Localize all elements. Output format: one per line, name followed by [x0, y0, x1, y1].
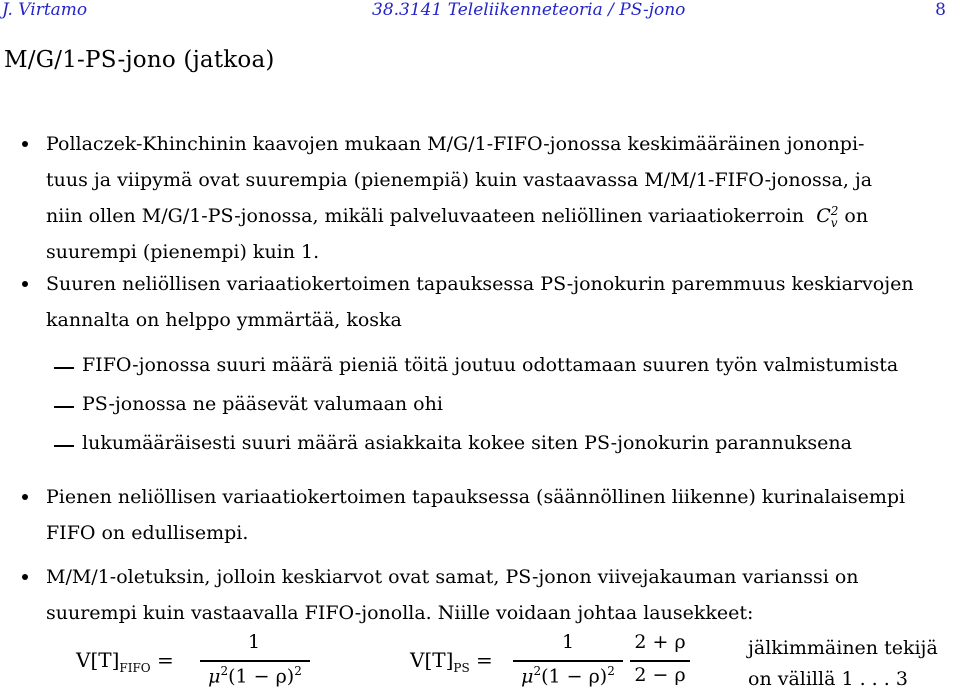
bullet-4-text: [46, 559, 946, 631]
fifo-fraction-bar: [200, 660, 310, 662]
bullet-1-line-4: suurempi (pienempi) kuin 1.: [46, 241, 320, 263]
fifo-denominator: [198, 664, 312, 687]
bullet-1-line-3: [46, 198, 946, 234]
subitem-3: lukumääräisesti suuri määrä asiakkaita kokee siten PS-jonokurin parannuksena: [82, 432, 852, 454]
bullet-icon: [22, 141, 28, 147]
ps-equals: =: [476, 648, 493, 672]
bullet-2-line-1: Suuren neliöllisen variaatiokertoimen tapauksessa PS-jonokurin paremmuus keskiarvojen: [46, 273, 914, 295]
fifo-equals: =: [156, 648, 174, 672]
bullet-4-line-2: suurempi kuin vastaavalla FIFO-jonolla. Niille voidaan johtaa lausekkeet:: [46, 602, 754, 624]
rho-exponent: 2: [294, 664, 302, 678]
bullet-4-line-1: M/M/1-oletuksin, jolloin keskiarvot ovat samat, PS-jonon viivejakauman varianssi on: [46, 566, 859, 588]
bullet-icon: [22, 574, 28, 580]
rho-exponent: 2: [607, 664, 615, 678]
cv-sub: v: [830, 216, 838, 230]
cv-symbol: C: [816, 205, 831, 227]
header-page-number: 8: [935, 0, 946, 20]
one-minus-rho: (1 − ρ): [228, 665, 295, 688]
ps-fraction-bar: [513, 660, 623, 662]
ps-factor-numerator: 2 + ρ: [634, 631, 686, 653]
fifo-subscript: FIFO: [119, 661, 151, 675]
mu-symbol: μ: [208, 665, 221, 688]
one-minus-rho: (1 − ρ): [541, 665, 608, 688]
bullet-2-text: [46, 266, 946, 338]
subitem-2: PS-jonossa ne pääsevät valumaan ohi: [82, 393, 443, 415]
bullet-1-line-2: tuus ja viipymä ovat suurempia (pienempiä) kuin vastaavassa M/M/1-FIFO-jonossa, ja: [46, 169, 873, 191]
mu-exponent: 2: [533, 664, 542, 678]
formula-note-line-1: jälkimmäinen tekijä: [748, 637, 938, 659]
bullet-3-line-1: Pienen neliöllisen variaatiokertoimen tapauksessa (säännöllinen liikenne) kurinalaisempi: [46, 486, 906, 508]
ps-denominator: [511, 664, 625, 687]
bullet-2-line-2: kannalta on helppo ymmärtää, koska: [46, 309, 402, 331]
fifo-lhs-text: V[T]: [76, 648, 120, 672]
fifo-variance-lhs: [76, 648, 174, 675]
ps-numerator: 1: [561, 631, 575, 653]
bullet-1-text: [46, 126, 946, 270]
bullet-3-line-2: FIFO on edullisempi.: [46, 522, 249, 544]
dash-icon: [54, 406, 74, 408]
page-title: M/G/1-PS-jono (jatkoa): [4, 47, 275, 73]
ps-subscript: PS: [453, 661, 470, 675]
bullet-icon: [22, 494, 28, 500]
header-author: J. Virtamo: [2, 0, 88, 20]
bullet-1-line-1: Pollaczek-Khinchinin kaavojen mukaan M/G/1-FIFO-jonossa keskimääräinen jononpi-: [46, 133, 865, 155]
dash-icon: [54, 367, 74, 369]
bullet-1-line-3-text: niin ollen M/G/1-PS-jonossa, mikäli palveluvaateen neliöllinen variaatiokerroin: [46, 205, 805, 227]
cv-squared-symbol: [810, 204, 839, 230]
dash-icon: [54, 445, 74, 447]
bullet-3-text: [46, 479, 946, 551]
bullet-1-line-3-end: on: [844, 205, 869, 227]
mu-exponent: 2: [220, 664, 229, 678]
formula-note-line-2: on välillä 1 . . . 3: [748, 668, 908, 690]
mu-symbol: μ: [521, 665, 534, 688]
bullet-icon: [22, 281, 28, 287]
fifo-numerator: 1: [247, 631, 261, 653]
subitem-1: FIFO-jonossa suuri määrä pieniä töitä joutuu odottamaan suuren työn valmistumista: [82, 354, 899, 376]
ps-variance-lhs: [410, 648, 493, 675]
ps-factor-denominator: 2 − ρ: [634, 664, 686, 686]
header-course: 38.3141 Teleliikenneteoria / PS-jono: [372, 0, 686, 20]
cv-sup: 2: [830, 204, 839, 218]
ps-factor-bar: [630, 660, 690, 662]
ps-lhs-text: V[T]: [410, 648, 454, 672]
